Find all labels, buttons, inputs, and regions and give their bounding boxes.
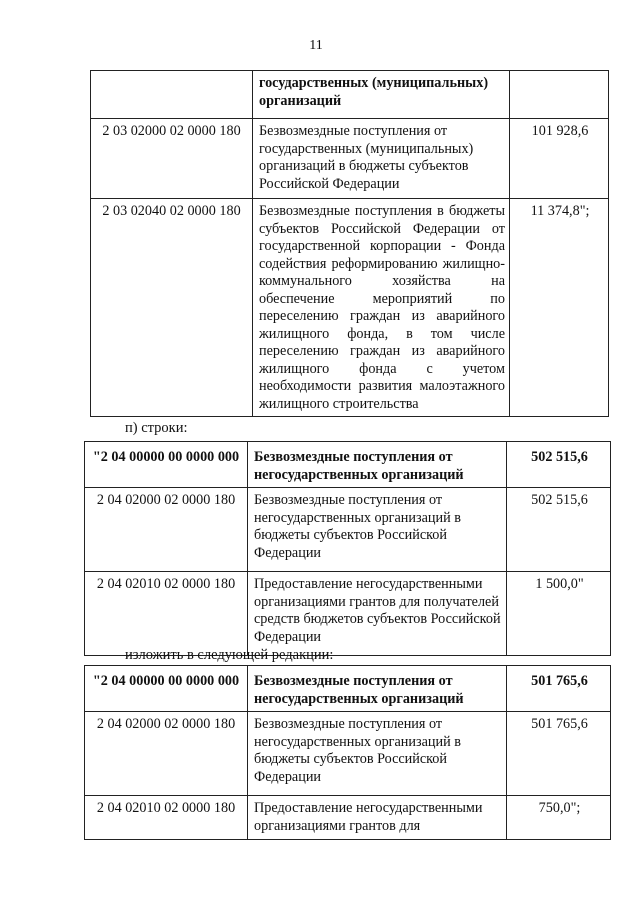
description-cell: Безвозмездные поступления в бюджеты субъектов Российской Федерации от государственной корпорации - Фонда содействия реформированию жилищно-коммунального хозяйства на обеспечение мероприятий по переселению граждан из аварийного жилищного фонда, в том числе переселению граждан из аварийного жилищного фонда с учетом необходимости развития малоэтажного жилищного строительства xyxy=(253,199,510,417)
description-cell: Безвозмездные поступления от негосударственных организаций xyxy=(248,442,507,488)
budget-table-original xyxy=(84,441,611,656)
amount-cell: 1 500,0" xyxy=(507,572,611,656)
table-row xyxy=(85,796,611,840)
description-cell: Безвозмездные поступления от негосударственных организаций xyxy=(248,666,507,712)
table-row xyxy=(91,71,609,119)
table-row xyxy=(91,199,609,417)
table-row xyxy=(85,488,611,572)
amount-cell: 501 765,6 xyxy=(507,712,611,796)
table-row xyxy=(91,119,609,199)
code-cell: 2 04 02010 02 0000 180 xyxy=(85,796,248,840)
description-cell: Предоставление негосударственными организациями грантов для xyxy=(248,796,507,840)
description-cell: Безвозмездные поступления от негосударственных организаций в бюджеты субъектов Российской Федерации xyxy=(248,488,507,572)
amount-cell xyxy=(510,71,609,119)
table-row xyxy=(85,572,611,656)
description-cell: государственных (муниципальных) организаций xyxy=(253,71,510,119)
code-cell: 2 03 02000 02 0000 180 xyxy=(91,119,253,199)
amount-cell: 501 765,6 xyxy=(507,666,611,712)
code-cell xyxy=(91,71,253,119)
description-cell: Предоставление негосударственными организациями грантов для получателей средств бюджетов субъектов Российской Федерации xyxy=(248,572,507,656)
note-rows: п) строки: xyxy=(125,420,188,436)
amount-cell: 502 515,6 xyxy=(507,488,611,572)
amount-cell: 101 928,6 xyxy=(510,119,609,199)
description-cell: Безвозмездные поступления от государственных (муниципальных) организаций в бюджеты субъектов Российской Федерации xyxy=(253,119,510,199)
code-cell: 2 03 02040 02 0000 180 xyxy=(91,199,253,417)
table-row xyxy=(85,666,611,712)
amount-cell: 11 374,8"; xyxy=(510,199,609,417)
description-cell: Безвозмездные поступления от негосударственных организаций в бюджеты субъектов Российской Федерации xyxy=(248,712,507,796)
budget-table-continued xyxy=(90,70,609,417)
budget-table-revised xyxy=(84,665,611,840)
table-row xyxy=(85,442,611,488)
code-cell: 2 04 02000 02 0000 180 xyxy=(85,488,248,572)
code-cell: "2 04 00000 00 0000 000 xyxy=(85,442,248,488)
code-cell: 2 04 02010 02 0000 180 xyxy=(85,572,248,656)
note-new-edition: изложить в следующей редакции: xyxy=(125,647,334,663)
code-cell: "2 04 00000 00 0000 000 xyxy=(85,666,248,712)
code-cell: 2 04 02000 02 0000 180 xyxy=(85,712,248,796)
page-number: 11 xyxy=(309,38,323,53)
amount-cell: 750,0"; xyxy=(507,796,611,840)
table-row xyxy=(85,712,611,796)
amount-cell: 502 515,6 xyxy=(507,442,611,488)
